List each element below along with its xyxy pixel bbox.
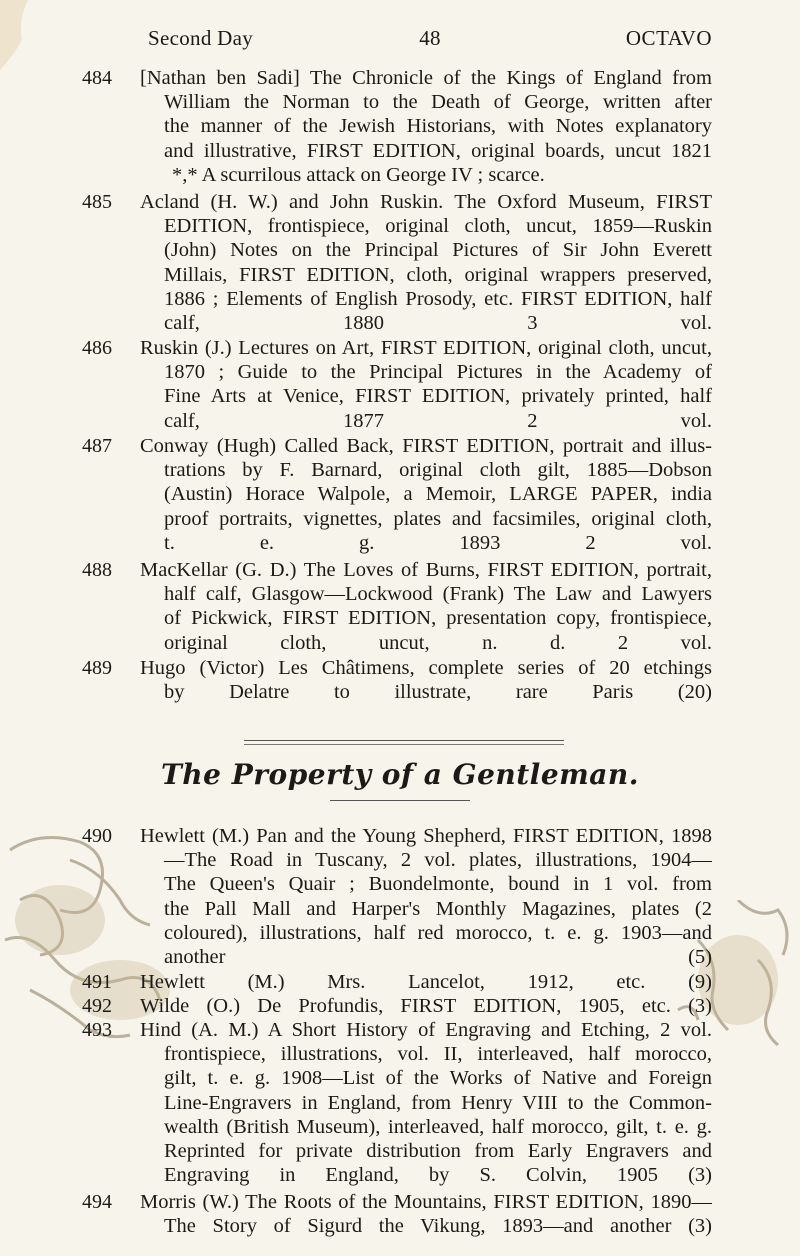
lot-text-line: the Pall Mall and Harper's Monthly Magazines, plates (2 [164,897,712,920]
lot-number: 489 [82,657,112,679]
lot-text-line: original cloth, uncut, n. d. 2 vol. [164,631,712,654]
lot-492 [82,994,712,1018]
lot-text-line: trations by F. Barnard, original cloth gilt, 1885—Dobson [164,459,712,482]
lot-text-line: calf, 1877 2 vol. [164,409,712,432]
lot-text-line: The Story of Sigurd the Vikung, 1893—and another (3) [164,1215,712,1238]
lot-485 [82,190,712,335]
lot-text-line: 1886 ; Elements of English Prosody, etc. FIRST EDITION, half [164,287,712,310]
lot-text-line: Millais, FIRST EDITION, cloth, original wrappers preserved, [164,263,712,286]
lot-number: 493 [82,1019,112,1041]
lot-text-line: the manner of the Jewish Historians, with Notes explanatory [164,115,712,138]
lot-number: 488 [82,559,112,581]
lot-text-line: another (5) [164,946,712,969]
lot-text-line: The Queen's Quair ; Buondelmonte, bound in 1 vol. from [164,873,712,896]
lot-488 [82,558,712,655]
lot-text-line: William the Norman to the Death of George, written after [164,91,712,114]
lot-494 [82,1190,712,1238]
lot-486 [82,336,712,433]
lot-text-line: calf, 1880 3 vol. [164,312,712,335]
lot-text-line: Wilde (O.) De Profundis, FIRST EDITION, 1905, etc. (3) [140,995,712,1017]
lot-text-line: Engraving in England, by S. Colvin, 1905 (3) [164,1164,712,1187]
lot-text-line: EDITION, frontispiece, original cloth, uncut, 1859—Ruskin [164,215,712,238]
lot-text-line: MacKellar (G. D.) The Loves of Burns, FIRST EDITION, portrait, [140,559,712,581]
lot-text-line: Line-Engravers in England, from Henry VIII to the Common- [164,1091,712,1114]
lot-text-line: Hewlett (M.) Pan and the Young Shepherd, FIRST EDITION, 1898 [140,825,712,847]
lot-text-line: [Nathan ben Sadi] The Chronicle of the Kings of England from [140,67,712,89]
section-title-rule [330,800,470,801]
lot-text-line: Reprinted for private distribution from Early Engravers and [164,1140,712,1163]
lot-489 [82,656,712,704]
lot-text-line: frontispiece, illustrations, vol. II, interleaved, half morocco, [164,1043,712,1066]
lot-text-line: Conway (Hugh) Called Back, FIRST EDITION, portrait and illus- [140,435,712,457]
lot-text-line: —The Road in Tuscany, 2 vol. plates, illustrations, 1904— [164,849,712,872]
lot-note: *,* A scurrilous attack on George IV ; scarce. [172,163,545,186]
lot-490 [82,824,712,969]
lot-text-line: gilt, t. e. g. 1908—List of the Works of Native and Foreign [164,1067,712,1090]
lot-text-line: Hewlett (M.) Mrs. Lancelot, 1912, etc. (9) [140,971,712,993]
lot-number: 490 [82,825,112,847]
lot-text-line: Hind (A. M.) A Short History of Engraving and Etching, 2 vol. [140,1019,712,1041]
lot-number: 494 [82,1191,112,1213]
lot-text-line: of Pickwick, FIRST EDITION, presentation copy, frontispiece, [164,607,712,630]
lot-text-line: Fine Arts at Venice, FIRST EDITION, privately printed, half [164,385,712,408]
header-page-number: 48 [419,26,441,50]
section-divider [244,740,564,741]
section-title: The Property of a Gentleman. [160,758,640,791]
lot-text-line: t. e. g. 1893 2 vol. [164,531,712,554]
lot-number: 484 [82,67,112,89]
lot-number: 491 [82,971,112,993]
lot-text-line: 1870 ; Guide to the Principal Pictures in the Academy of [164,361,712,384]
lot-487 [82,434,712,555]
lot-text-line: Acland (H. W.) and John Ruskin. The Oxford Museum, FIRST [140,191,712,213]
lot-text-line: wealth (British Museum), interleaved, half morocco, gilt, t. e. g. [164,1115,712,1138]
header-sale-day: Second Day [148,26,254,50]
lot-text-line: (Austin) Horace Walpole, a Memoir, LARGE PAPER, india [164,483,712,506]
lot-text-line: and illustrative, FIRST EDITION, original boards, uncut 1821 [164,139,712,162]
paper-edge-stain [0,0,40,70]
lot-text-line: Hugo (Victor) Les Châtimens, complete series of 20 etchings [140,657,712,679]
lot-493 [82,1018,712,1187]
lot-number: 487 [82,435,112,457]
lot-text-line: proof portraits, vignettes, plates and facsimiles, original cloth, [164,507,712,530]
lot-491 [82,970,712,994]
lot-text-line: half calf, Glasgow—Lockwood (Frank) The Law and Lawyers [164,583,712,606]
header-format: OCTAVO [625,26,712,50]
lot-number: 492 [82,995,112,1017]
lot-text-line: Morris (W.) The Roots of the Mountains, FIRST EDITION, 1890— [140,1191,712,1213]
lot-number: 486 [82,337,112,359]
section-divider [244,744,564,745]
page-header [148,26,712,54]
lot-text-line: coloured), illustrations, half red morocco, t. e. g. 1903—and [164,921,712,944]
lot-number: 485 [82,191,112,213]
lot-484 [82,66,712,187]
lot-text-line: (John) Notes on the Principal Pictures of Sir John Everett [164,239,712,262]
lot-text-line: by Delatre to illustrate, rare Paris (20) [164,681,712,704]
lot-text-line: Ruskin (J.) Lectures on Art, FIRST EDITION, original cloth, uncut, [140,337,712,359]
